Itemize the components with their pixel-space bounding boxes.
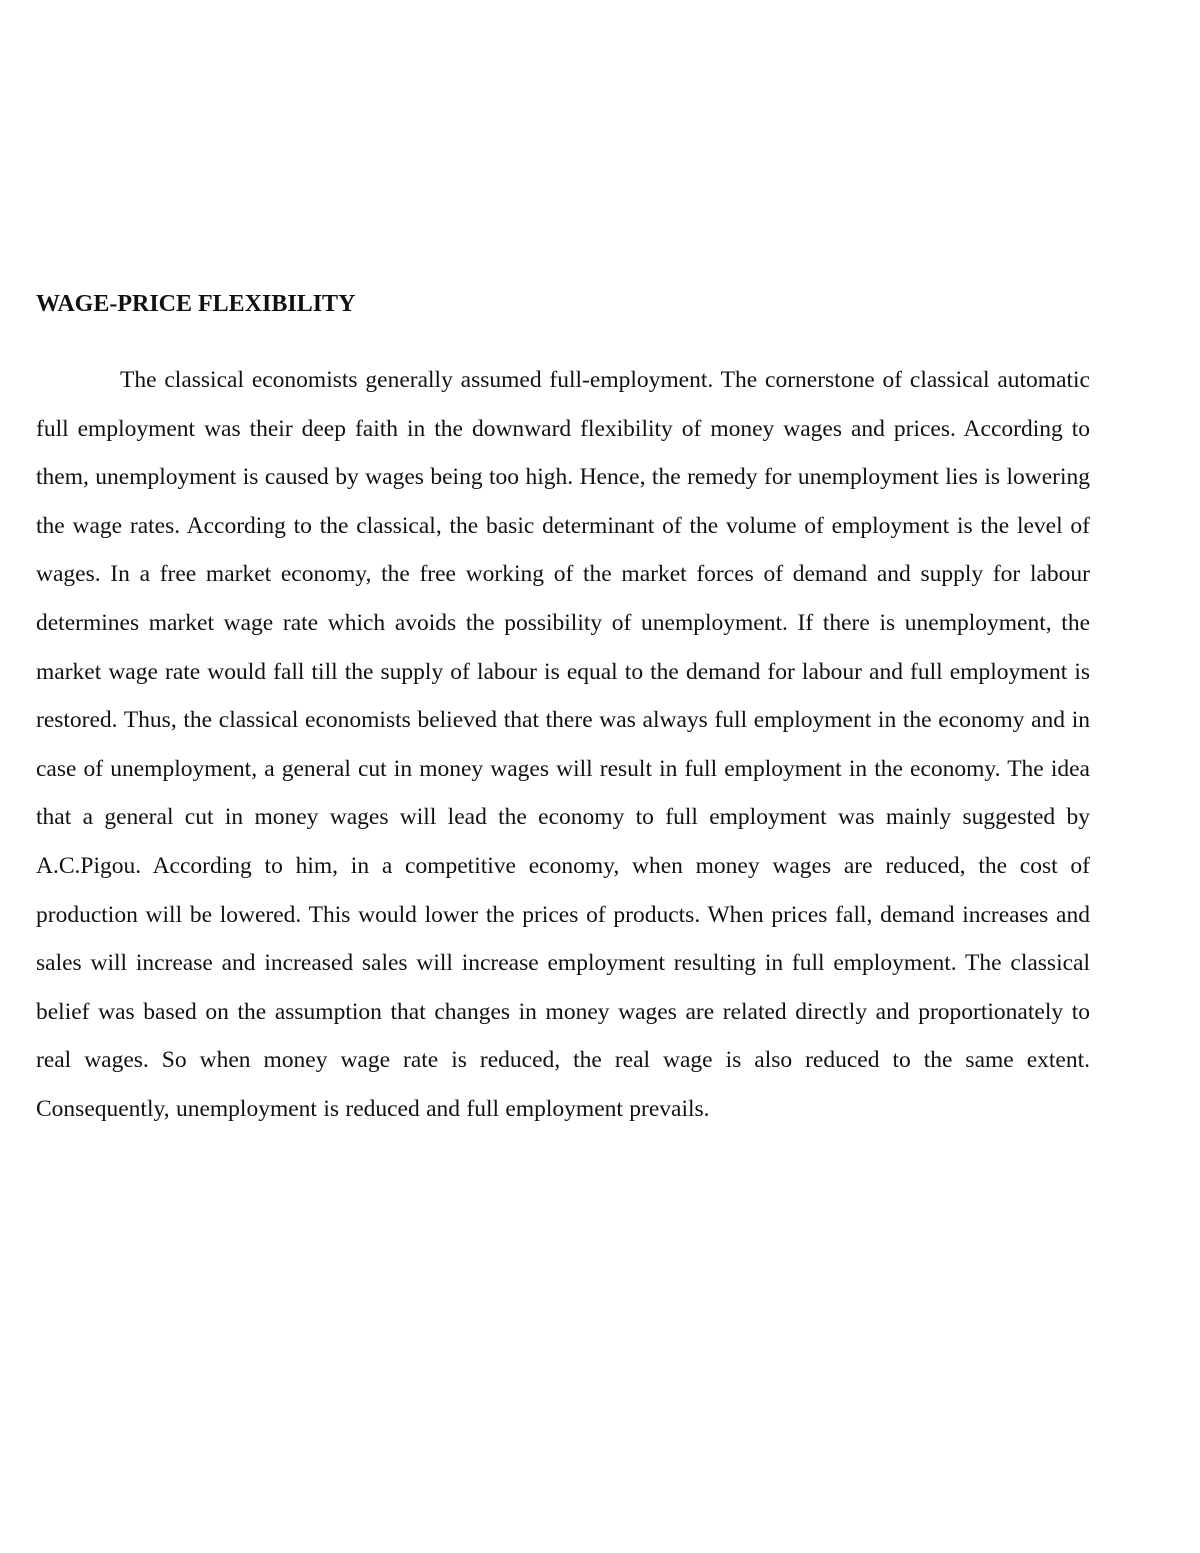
document-section: [36, 286, 1090, 1134]
body-paragraph: The classical economists generally assumed full-employment. The cornerstone of classical automatic full employment was their deep faith in the downward flexibility of money wages and prices. According to them, unemployment is caused by wages being too high. Hence, the remedy for unemployment lies is lowering the wage rates. According to the classical, the basic determinant of the volume of employment is the level of wages. In a free market economy, the free working of the market forces of demand and supply for labour determines market wage rate which avoids the possibility of unemployment. If there is unemployment, the market wage rate would fall till the supply of labour is equal to the demand for labour and full employment is restored. Thus, the classical economists believed that there was always full employment in the economy and in case of unemployment, a general cut in money wages will result in full employment in the economy. The idea that a general cut in money wages will lead the economy to full employment was mainly suggested by A.C.Pigou. According to him, in a competitive economy, when money wages are reduced, the cost of production will be lowered. This would lower the prices of products. When prices fall, demand increases and sales will increase and increased sales will increase employment resulting in full employment. The classical belief was based on the assumption that changes in money wages are related directly and proportionately to real wages. So when money wage rate is reduced, the real wage is also reduced to the same extent. Consequently, unemployment is reduced and full employment prevails.: [36, 367, 1090, 1122]
section-heading: WAGE-PRICE FLEXIBILITY: [36, 291, 356, 317]
